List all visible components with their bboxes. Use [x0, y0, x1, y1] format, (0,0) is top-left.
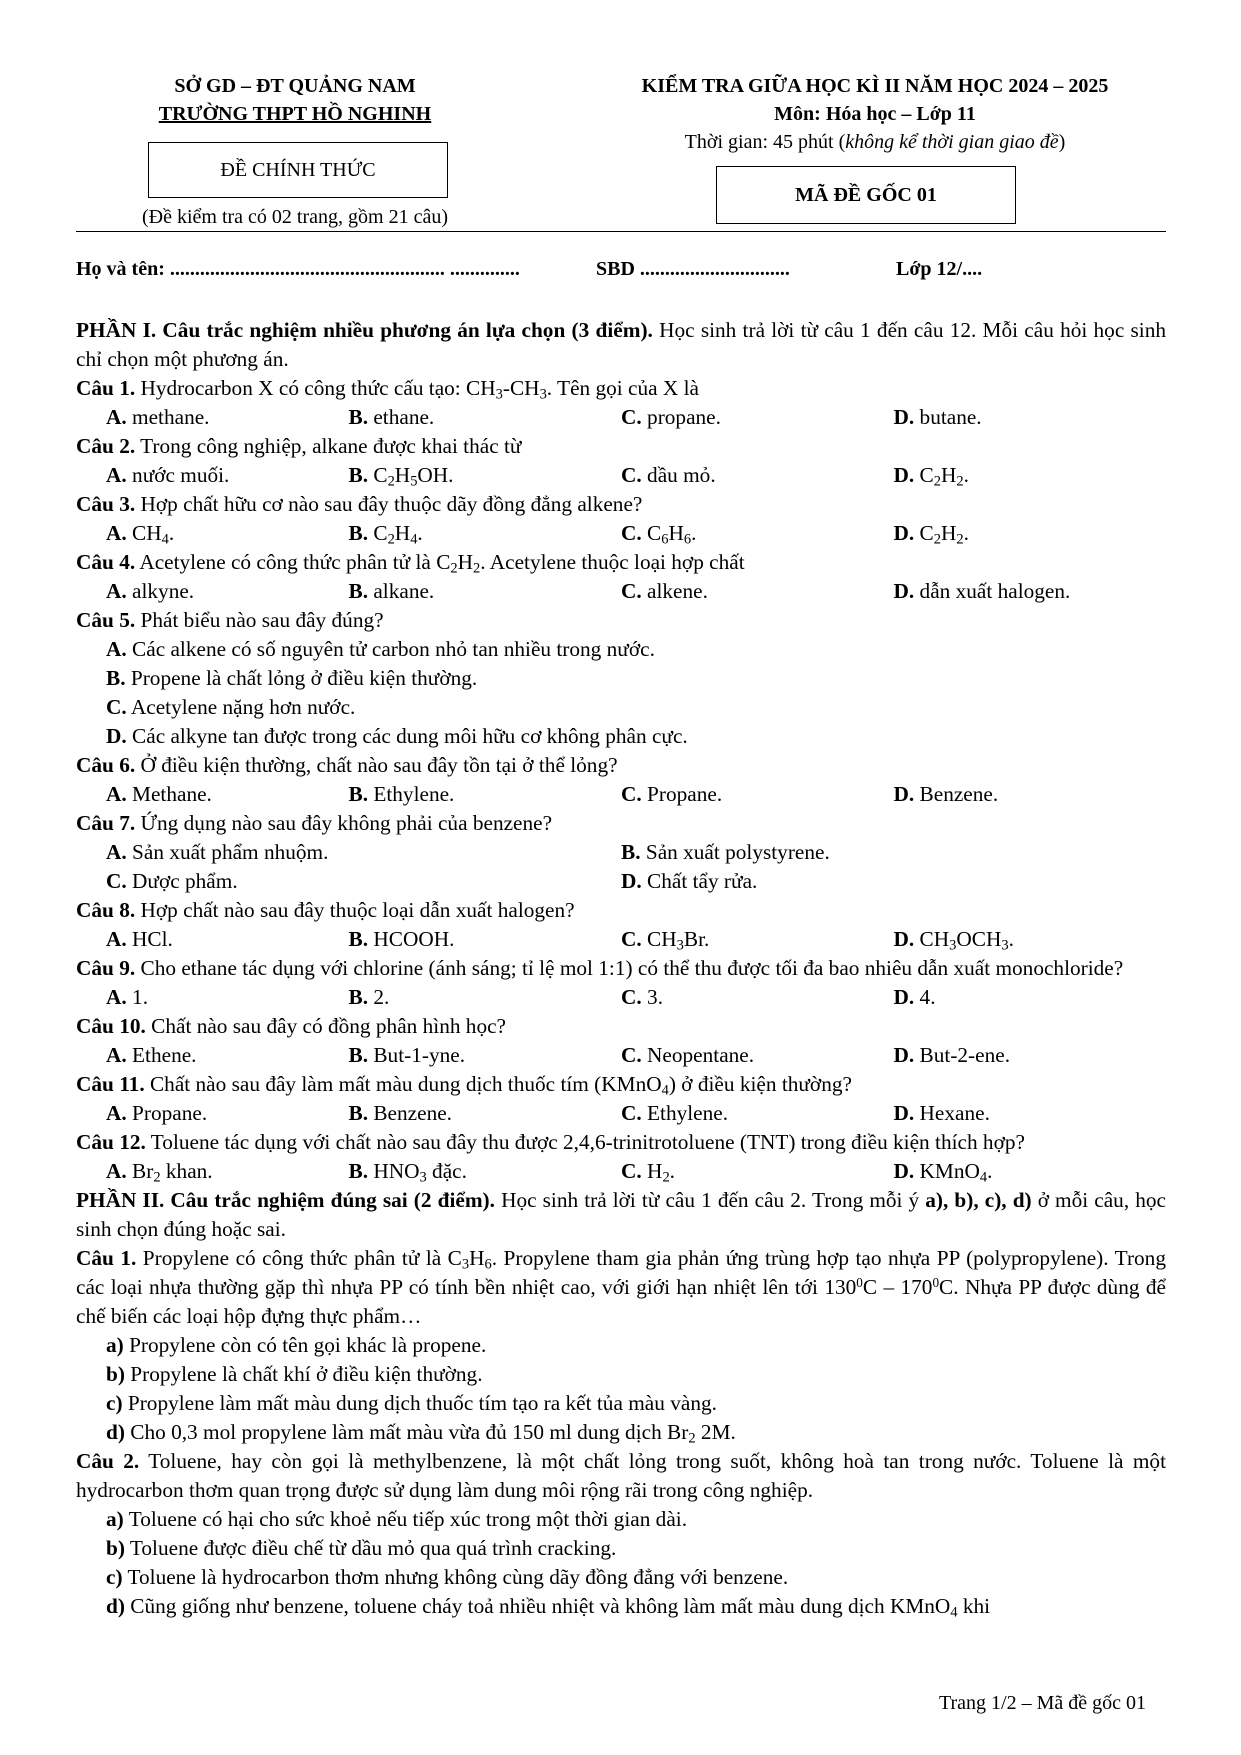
- question-text: Acetylene có công thức phân tử là $C_2H_2$. Acetylene thuộc loại hợp chất: [135, 550, 745, 577]
- option-text: $HNO_3$ đặc.: [368, 1159, 467, 1186]
- answer-option[interactable]: [349, 577, 622, 606]
- option-text: HCl.: [126, 927, 173, 951]
- question-label: Câu 8.: [76, 898, 136, 922]
- option-letter: B.: [348, 1043, 369, 1067]
- option-letter: D.: [893, 405, 915, 429]
- options-row: [76, 461, 1166, 490]
- true-false-item: [76, 1360, 1166, 1389]
- question-label: Câu 10.: [76, 1014, 146, 1038]
- statement[interactable]: [106, 1507, 687, 1531]
- question-label: Câu 7.: [76, 811, 136, 835]
- question-text: Trong công nghiệp, alkane được khai thác từ: [135, 434, 522, 458]
- question-text: Chất nào sau đây làm mất màu dung dịch thuốc tím (KMnO$_4$) ở điều kiện thường?: [144, 1072, 852, 1099]
- option-text: alkene.: [641, 579, 708, 603]
- option-letter: A.: [106, 637, 127, 661]
- subject-line: Môn: Hóa học – Lớp 11: [774, 103, 976, 125]
- part2-instruction: Học sinh trả lời từ câu 1 đến câu 2. Trong mỗi ý a), b), c), d) ở mỗi câu, học sinh chọn đúng hoặc sai.: [76, 1188, 1166, 1241]
- department-name: SỞ GD – ĐT QUẢNG NAM: [174, 75, 416, 97]
- answer-option[interactable]: [894, 577, 1167, 606]
- option-text: alkyne.: [126, 579, 195, 603]
- option-text: Các alkyne tan được trong các dung môi hữu cơ không phân cực.: [126, 724, 688, 748]
- option-letter: B.: [106, 666, 126, 690]
- option-text: $C_6H_6$.: [641, 521, 697, 548]
- answer-option[interactable]: [76, 1041, 349, 1070]
- true-false-item: [76, 1592, 1166, 1621]
- option-text: Propane.: [126, 1101, 208, 1125]
- answer-option[interactable]: [76, 983, 349, 1012]
- time-suffix: ): [1058, 131, 1066, 153]
- option-text: Hexane.: [914, 1101, 990, 1125]
- option-letter: D.: [621, 869, 642, 893]
- time-italic: không kể thời gian giao đề: [845, 131, 1059, 153]
- part1-title: PHẦN I. Câu trắc nghiệm nhiều phương án lựa chọn (3 điểm).: [76, 318, 653, 342]
- option-text: Sản xuất polystyrene.: [640, 840, 830, 864]
- option-letter: A.: [106, 1159, 127, 1183]
- exam-content: [76, 316, 1166, 1621]
- option-letter: D.: [893, 1043, 915, 1067]
- question-label: Câu 1.: [76, 376, 136, 400]
- option-text: alkane.: [368, 579, 435, 603]
- answer-option[interactable]: [621, 403, 894, 432]
- option-text: propane.: [641, 405, 721, 429]
- option-letter: D.: [893, 782, 915, 806]
- true-false-item: [76, 1418, 1166, 1447]
- question-stem: [76, 432, 1166, 461]
- option-letter: B.: [348, 579, 369, 603]
- question-text: Cho ethane tác dụng với chlorine (ánh sáng; tỉ lệ mol 1:1) có thể thu được tối đa bao nhiêu dẫn xuất monochloride?: [135, 956, 1124, 980]
- answer-option[interactable]: [76, 461, 349, 490]
- option-text: $CH_4$.: [126, 521, 175, 548]
- option-text: 2.: [368, 985, 390, 1009]
- part1-heading: [76, 316, 1166, 374]
- option-text: ethane.: [368, 405, 435, 429]
- option-letter: C.: [106, 695, 127, 719]
- options-row: [76, 693, 1166, 722]
- option-text: Propene là chất lỏng ở điều kiện thường.: [125, 666, 478, 690]
- header-right: [610, 72, 1140, 156]
- part1-questions: [76, 374, 1166, 1186]
- question-stem: [76, 548, 1166, 577]
- options-row: [76, 1041, 1166, 1070]
- answer-option[interactable]: [76, 1157, 349, 1186]
- option-text: $Br_2$ khan.: [126, 1159, 213, 1186]
- option-text: Propylene còn có tên gọi khác là propene.: [123, 1333, 487, 1357]
- option-text: $C_2H_2$.: [914, 521, 969, 548]
- part2-heading: [76, 1186, 1166, 1244]
- answer-option[interactable]: [76, 867, 621, 896]
- answer-option[interactable]: [894, 461, 1167, 490]
- question-stem: [76, 809, 1166, 838]
- option-letter: C.: [621, 1043, 642, 1067]
- answer-option[interactable]: [621, 461, 894, 490]
- option-letter: B.: [348, 1101, 369, 1125]
- question-text: Propylene có công thức phân tử là $C_3H_6$. Propylene tham gia phản ứng trùng hợp tạo nhựa PP (polypropylene). Trong các loại nhựa thường gặp thì nhựa PP có tính bền nhiệt cao, với giới hạn nhiệt lên tới $130^0C - 170^0C$. Nhựa PP được dùng để chế biến các loại hộp đựng thực phẩm…: [76, 1246, 1166, 1328]
- option-letter: C.: [621, 927, 642, 951]
- answer-option[interactable]: [76, 577, 349, 606]
- true-false-item: [76, 1534, 1166, 1563]
- question-stem: [76, 1128, 1166, 1157]
- question-stem: [76, 954, 1166, 983]
- option-letter: B.: [348, 985, 369, 1009]
- option-letter: A.: [106, 985, 127, 1009]
- exam-code: MÃ ĐỀ GỐC 01: [795, 183, 937, 206]
- answer-option[interactable]: [621, 519, 894, 548]
- question-label: Câu 11.: [76, 1072, 145, 1096]
- option-text: Ethene.: [126, 1043, 197, 1067]
- option-text: Acetylene nặng hơn nước.: [126, 695, 356, 719]
- option-letter: c): [106, 1565, 123, 1589]
- answer-option[interactable]: [349, 519, 622, 548]
- option-text: dẫn xuất halogen.: [914, 579, 1071, 603]
- question-label: Câu 5.: [76, 608, 136, 632]
- question-label: Câu 6.: [76, 753, 136, 777]
- option-text: $C_2H_5OH$.: [368, 463, 454, 490]
- question-label: Câu 3.: [76, 492, 136, 516]
- option-text: 4.: [914, 985, 936, 1009]
- question-text: Toluene tác dụng với chất nào sau đây thu được 2,4,6-trinitrotoluene (TNT) trong điều kiện thích hợp?: [145, 1130, 1025, 1154]
- question-stem: [76, 751, 1166, 780]
- option-letter: C.: [621, 1101, 642, 1125]
- option-letter: C.: [621, 463, 642, 487]
- option-text: Benzene.: [368, 1101, 452, 1125]
- options-row: [76, 519, 1166, 548]
- option-letter: b): [106, 1362, 125, 1386]
- student-info-row: [76, 258, 1166, 288]
- answer-option[interactable]: [894, 1099, 1167, 1128]
- option-text: Propane.: [641, 782, 723, 806]
- options-row: [76, 722, 1166, 751]
- option-text: Dược phẩm.: [126, 869, 238, 893]
- question-text: Hợp chất hữu cơ nào sau đây thuộc dãy đồng đẳng alkene?: [135, 492, 643, 516]
- question-text: Ở điều kiện thường, chất nào sau đây tồn tại ở thể lỏng?: [135, 753, 618, 777]
- options-row: [76, 780, 1166, 809]
- true-false-item: [76, 1389, 1166, 1418]
- option-text: butane.: [914, 405, 982, 429]
- option-letter: B.: [348, 463, 369, 487]
- answer-option[interactable]: [349, 983, 622, 1012]
- answer-option[interactable]: [76, 403, 349, 432]
- answer-option[interactable]: [621, 838, 1166, 867]
- option-letter: D.: [893, 985, 915, 1009]
- answer-option[interactable]: [621, 577, 894, 606]
- option-letter: d): [106, 1420, 125, 1444]
- answer-option[interactable]: [621, 780, 894, 809]
- option-letter: D.: [106, 724, 127, 748]
- question-text: Ứng dụng nào sau đây không phải của benzene?: [135, 811, 553, 835]
- school-name: TRƯỜNG THPT HỒ NGHINH: [158, 103, 432, 125]
- options-row: [76, 577, 1166, 606]
- option-text: Ethylene.: [368, 782, 455, 806]
- question-stem: [76, 1070, 1166, 1099]
- option-text: Propylene là chất khí ở điều kiện thường.: [124, 1362, 483, 1386]
- option-text: But-1-yne.: [368, 1043, 466, 1067]
- question-label: Câu 4.: [76, 550, 136, 574]
- option-letter: D.: [893, 1159, 915, 1183]
- option-letter: C.: [621, 405, 642, 429]
- option-letter: b): [106, 1536, 125, 1560]
- option-letter: A.: [106, 1043, 127, 1067]
- option-letter: C.: [621, 782, 642, 806]
- statement[interactable]: [106, 1333, 486, 1357]
- option-text: Methane.: [126, 782, 212, 806]
- option-letter: C.: [106, 869, 127, 893]
- option-letter: A.: [106, 579, 127, 603]
- option-text: $H_2$.: [641, 1159, 675, 1186]
- option-text: dầu mỏ.: [641, 463, 716, 487]
- option-letter: a): [106, 1507, 124, 1531]
- answer-option[interactable]: [894, 983, 1167, 1012]
- answer-option[interactable]: [621, 983, 894, 1012]
- student-name-field[interactable]: Họ và tên: ....................................................... ..............: [76, 258, 520, 280]
- answer-option[interactable]: [349, 1099, 622, 1128]
- option-text: HCOOH.: [368, 927, 455, 951]
- question-text: Hợp chất nào sau đây thuộc loại dẫn xuất halogen?: [135, 898, 575, 922]
- answer-option[interactable]: [349, 461, 622, 490]
- answer-option[interactable]: [349, 1041, 622, 1070]
- question-stem: [76, 490, 1166, 519]
- class-field[interactable]: Lớp 12/....: [896, 258, 983, 280]
- header-left: [90, 72, 500, 128]
- option-text: Cho 0,3 mol propylene làm mất màu vừa đủ 150 ml dung dịch $Br_2$ 2M.: [124, 1420, 736, 1447]
- statement[interactable]: [106, 1536, 616, 1560]
- answer-option[interactable]: [621, 1157, 894, 1186]
- answer-option[interactable]: [621, 867, 1166, 896]
- part2-title: PHẦN II. Câu trắc nghiệm đúng sai (2 điểm).: [76, 1188, 495, 1212]
- options-row: [76, 403, 1166, 432]
- time-prefix: Thời gian: 45 phút (: [684, 131, 846, 153]
- option-text: $C_2H_2$.: [914, 463, 969, 490]
- question-stem: [76, 1012, 1166, 1041]
- option-letter: B.: [348, 1159, 369, 1183]
- options-row: [76, 867, 1166, 896]
- option-text: $C_2H_4$.: [368, 521, 423, 548]
- option-text: Các alkene có số nguyên tử carbon nhỏ tan nhiều trong nước.: [126, 637, 655, 661]
- option-text: Cũng giống như benzene, toluene cháy toả nhiều nhiệt và không làm mất màu dung dịch KMnO$_4$ khi: [124, 1594, 991, 1621]
- answer-option[interactable]: [349, 403, 622, 432]
- option-letter: D.: [893, 927, 915, 951]
- option-letter: B.: [621, 840, 641, 864]
- options-row: [76, 1157, 1166, 1186]
- option-letter: C.: [621, 1159, 642, 1183]
- options-row: [76, 664, 1166, 693]
- options-row: [76, 838, 1166, 867]
- option-text: nước muối.: [126, 463, 230, 487]
- question-stem: [76, 1244, 1166, 1331]
- option-text: Neopentane.: [641, 1043, 755, 1067]
- true-false-item: [76, 1331, 1166, 1360]
- question-label: Câu 9.: [76, 956, 136, 980]
- option-letter: A.: [106, 521, 127, 545]
- option-text: But-2-ene.: [914, 1043, 1011, 1067]
- option-text: 1.: [126, 985, 149, 1009]
- question-stem: [76, 606, 1166, 635]
- answer-option[interactable]: [894, 1157, 1167, 1186]
- answer-option[interactable]: [349, 925, 622, 954]
- answer-option[interactable]: [106, 666, 477, 690]
- option-letter: A.: [106, 840, 127, 864]
- option-letter: C.: [621, 985, 642, 1009]
- option-letter: A.: [106, 405, 127, 429]
- option-letter: C.: [621, 521, 642, 545]
- answer-option[interactable]: [894, 925, 1167, 954]
- option-text: $CH_3OCH_3$.: [914, 927, 1014, 954]
- answer-option[interactable]: [106, 637, 655, 661]
- answer-option[interactable]: [894, 403, 1167, 432]
- options-row: [76, 635, 1166, 664]
- option-letter: B.: [348, 927, 369, 951]
- time-line: [610, 128, 1140, 156]
- exam-note: (Đề kiểm tra có 02 trang, gồm 21 câu): [141, 206, 448, 228]
- answer-option[interactable]: [76, 925, 349, 954]
- question-text: Chất nào sau đây có đồng phân hình học?: [145, 1014, 507, 1038]
- statement[interactable]: [106, 1391, 717, 1415]
- option-letter: D.: [893, 1101, 915, 1125]
- answer-option[interactable]: [106, 695, 355, 719]
- option-text: Ethylene.: [641, 1101, 729, 1125]
- part2-questions: [76, 1244, 1166, 1621]
- option-letter: B.: [348, 521, 369, 545]
- answer-option[interactable]: [76, 519, 349, 548]
- option-letter: d): [106, 1594, 125, 1618]
- answer-option[interactable]: [76, 838, 621, 867]
- option-letter: A.: [106, 927, 127, 951]
- header-divider: [76, 231, 1166, 232]
- option-text: Toluene được điều chế từ dầu mỏ qua quá trình cracking.: [124, 1536, 617, 1560]
- option-letter: A.: [106, 782, 127, 806]
- option-letter: B.: [348, 782, 369, 806]
- statement[interactable]: [106, 1594, 991, 1621]
- part1-instruction: Học sinh trả lời từ câu 1 đến câu 12. Mỗi câu hỏi học sinh chỉ chọn một phương án.: [76, 318, 1167, 371]
- option-letter: D.: [893, 521, 915, 545]
- statement[interactable]: [106, 1362, 483, 1386]
- option-text: Chất tẩy rửa.: [641, 869, 758, 893]
- options-row: [76, 925, 1166, 954]
- option-text: KMnO$_4$.: [914, 1159, 993, 1186]
- answer-option[interactable]: [621, 925, 894, 954]
- options-row: [76, 983, 1166, 1012]
- question-stem: [76, 374, 1166, 403]
- answer-option[interactable]: [76, 780, 349, 809]
- options-row: [76, 1099, 1166, 1128]
- question-label: Câu 1.: [76, 1246, 137, 1270]
- page-footer: Trang 1/2 – Mã đề gốc 01: [938, 1692, 1146, 1714]
- answer-option[interactable]: [76, 1099, 349, 1128]
- option-text: Toluene là hydrocarbon thơm nhưng không cùng dãy đồng đẳng với benzene.: [122, 1565, 789, 1589]
- official-label: ĐỀ CHÍNH THỨC: [220, 158, 376, 181]
- option-letter: A.: [106, 1101, 127, 1125]
- option-text: $CH_3Br$.: [641, 927, 710, 954]
- question-text: Hydrocarbon X có công thức cấu tạo: $CH_3-CH_3$. Tên gọi của X là: [135, 376, 699, 403]
- true-false-item: [76, 1563, 1166, 1592]
- option-letter: B.: [348, 405, 369, 429]
- exam-code-box: [716, 166, 1016, 224]
- official-exam-box: [148, 142, 448, 198]
- answer-option[interactable]: [621, 1041, 894, 1070]
- statement[interactable]: [106, 1565, 788, 1589]
- question-label: Câu 2.: [76, 434, 136, 458]
- answer-option[interactable]: [894, 780, 1167, 809]
- option-letter: D.: [893, 463, 915, 487]
- sbd-field[interactable]: SBD ..............................: [596, 258, 790, 280]
- option-letter: C.: [621, 579, 642, 603]
- true-false-item: [76, 1505, 1166, 1534]
- option-letter: A.: [106, 463, 127, 487]
- exam-title: KIỂM TRA GIỮA HỌC KÌ II NĂM HỌC 2024 – 2025: [641, 75, 1109, 97]
- option-text: Benzene.: [914, 782, 999, 806]
- question-text: Toluene, hay còn gọi là methylbenzene, là một chất lỏng trong suốt, không hoà tan trong nước. Toluene là một hydrocarbon thơm quan trọng được sử dụng làm dung môi rộng rãi trong công nghiệp.: [76, 1449, 1166, 1502]
- option-text: methane.: [126, 405, 210, 429]
- question-stem: [76, 1447, 1166, 1505]
- option-letter: D.: [893, 579, 915, 603]
- option-text: 3.: [641, 985, 664, 1009]
- answer-option[interactable]: [106, 724, 688, 748]
- answer-option[interactable]: [621, 1099, 894, 1128]
- statement[interactable]: [106, 1420, 736, 1447]
- answer-option[interactable]: [349, 780, 622, 809]
- option-text: Toluene có hại cho sức khoẻ nếu tiếp xúc trong một thời gian dài.: [123, 1507, 688, 1531]
- question-text: Phát biểu nào sau đây đúng?: [135, 608, 384, 632]
- question-label: Câu 12.: [76, 1130, 146, 1154]
- answer-option[interactable]: [894, 1041, 1167, 1070]
- option-text: Sản xuất phẩm nhuộm.: [126, 840, 329, 864]
- option-letter: c): [106, 1391, 123, 1415]
- option-letter: a): [106, 1333, 124, 1357]
- question-stem: [76, 896, 1166, 925]
- question-label: Câu 2.: [76, 1449, 140, 1473]
- option-text: Propylene làm mất màu dung dịch thuốc tím tạo ra kết tủa màu vàng.: [122, 1391, 717, 1415]
- answer-option[interactable]: [349, 1157, 622, 1186]
- answer-option[interactable]: [894, 519, 1167, 548]
